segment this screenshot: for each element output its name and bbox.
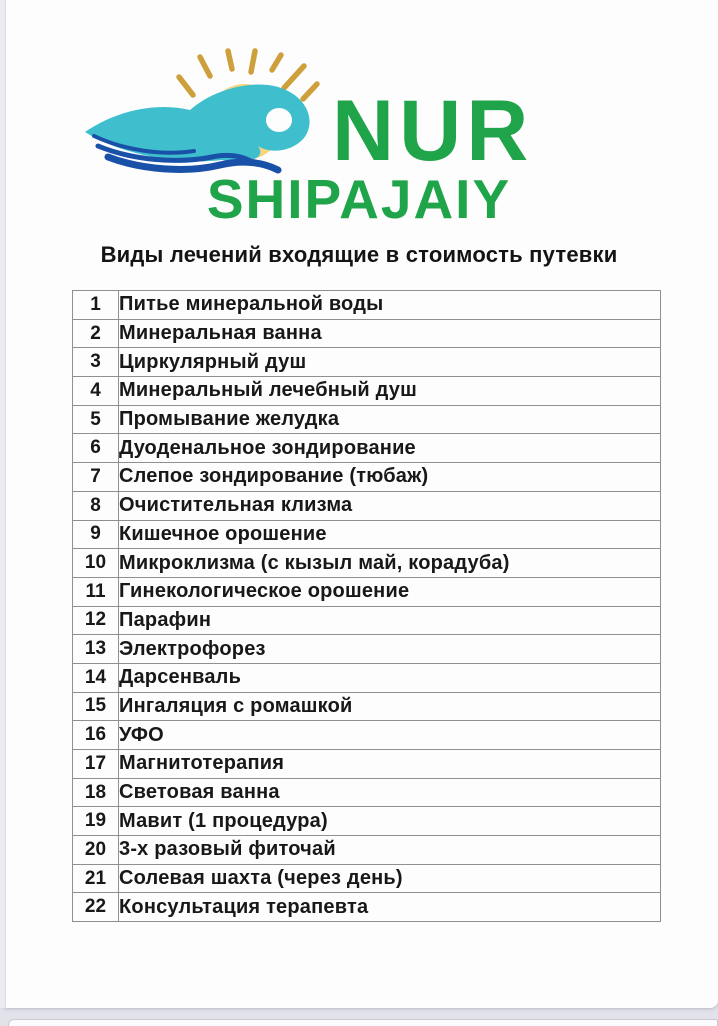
row-treatment: Кишечное орошение (119, 520, 661, 549)
row-number: 11 (73, 577, 119, 606)
row-number: 8 (73, 491, 119, 520)
row-treatment: Парафин (119, 606, 661, 635)
row-number: 9 (73, 520, 119, 549)
row-number: 10 (73, 549, 119, 578)
row-treatment: Световая ванна (119, 778, 661, 807)
row-treatment: Микроклизма (с кызыл май, корадуба) (119, 549, 661, 578)
row-treatment: Очистительная клизма (119, 491, 661, 520)
row-treatment: Циркулярный душ (119, 348, 661, 377)
table-row (73, 807, 661, 836)
row-treatment: Дуоденальное зондирование (119, 434, 661, 463)
row-number: 17 (73, 750, 119, 779)
table-row (73, 750, 661, 779)
row-number: 3 (73, 348, 119, 377)
logo-text-shipajaiy: SHIPAJAIY (206, 168, 512, 230)
row-number: 13 (73, 635, 119, 664)
table-row (73, 491, 661, 520)
row-number: 7 (73, 463, 119, 492)
table-row (73, 348, 661, 377)
table-row (73, 291, 661, 320)
table-row (73, 778, 661, 807)
table-row (73, 520, 661, 549)
table-row (73, 606, 661, 635)
table-row (73, 864, 661, 893)
row-number: 1 (73, 291, 119, 320)
treatments-table-body (73, 291, 661, 922)
row-treatment: Слепое зондирование (тюбаж) (119, 463, 661, 492)
table-row (73, 692, 661, 721)
row-number: 5 (73, 405, 119, 434)
table-row (73, 893, 661, 922)
row-treatment: 3-х разовый фиточай (119, 836, 661, 865)
wave-curl-hole (266, 108, 292, 132)
table-row (73, 721, 661, 750)
table-row (73, 549, 661, 578)
next-page-edge (8, 1019, 718, 1026)
table-row (73, 463, 661, 492)
row-number: 12 (73, 606, 119, 635)
row-treatment: Консультация терапевта (119, 893, 661, 922)
row-number: 21 (73, 864, 119, 893)
row-number: 6 (73, 434, 119, 463)
photo-edge (0, 0, 6, 1008)
row-treatment: Магнитотерапия (119, 750, 661, 779)
row-number: 22 (73, 893, 119, 922)
table-row (73, 635, 661, 664)
table-row (73, 377, 661, 406)
table-row (73, 577, 661, 606)
row-number: 14 (73, 663, 119, 692)
table-row (73, 836, 661, 865)
page-title: Виды лечений входящие в стоимость путевки (100, 242, 618, 267)
logo-text-nur: NUR (332, 83, 534, 179)
row-treatment: Питье минеральной воды (119, 291, 661, 320)
sun-waves-logo-icon (82, 48, 342, 180)
table-row (73, 663, 661, 692)
row-number: 18 (73, 778, 119, 807)
row-treatment: УФО (119, 721, 661, 750)
row-number: 2 (73, 319, 119, 348)
row-number: 20 (73, 836, 119, 865)
row-number: 4 (73, 377, 119, 406)
row-treatment: Гинекологическое орошение (119, 577, 661, 606)
row-number: 16 (73, 721, 119, 750)
row-treatment: Электрофорез (119, 635, 661, 664)
row-number: 15 (73, 692, 119, 721)
row-treatment: Солевая шахта (через день) (119, 864, 661, 893)
table-row (73, 319, 661, 348)
row-treatment: Мавит (1 процедура) (119, 807, 661, 836)
row-treatment: Минеральная ванна (119, 319, 661, 348)
treatments-table (72, 290, 661, 922)
table-row (73, 434, 661, 463)
row-treatment: Минеральный лечебный душ (119, 377, 661, 406)
table-row (73, 405, 661, 434)
row-treatment: Промывание желудка (119, 405, 661, 434)
row-number: 19 (73, 807, 119, 836)
row-treatment: Ингаляция с ромашкой (119, 692, 661, 721)
row-treatment: Дарсенваль (119, 663, 661, 692)
